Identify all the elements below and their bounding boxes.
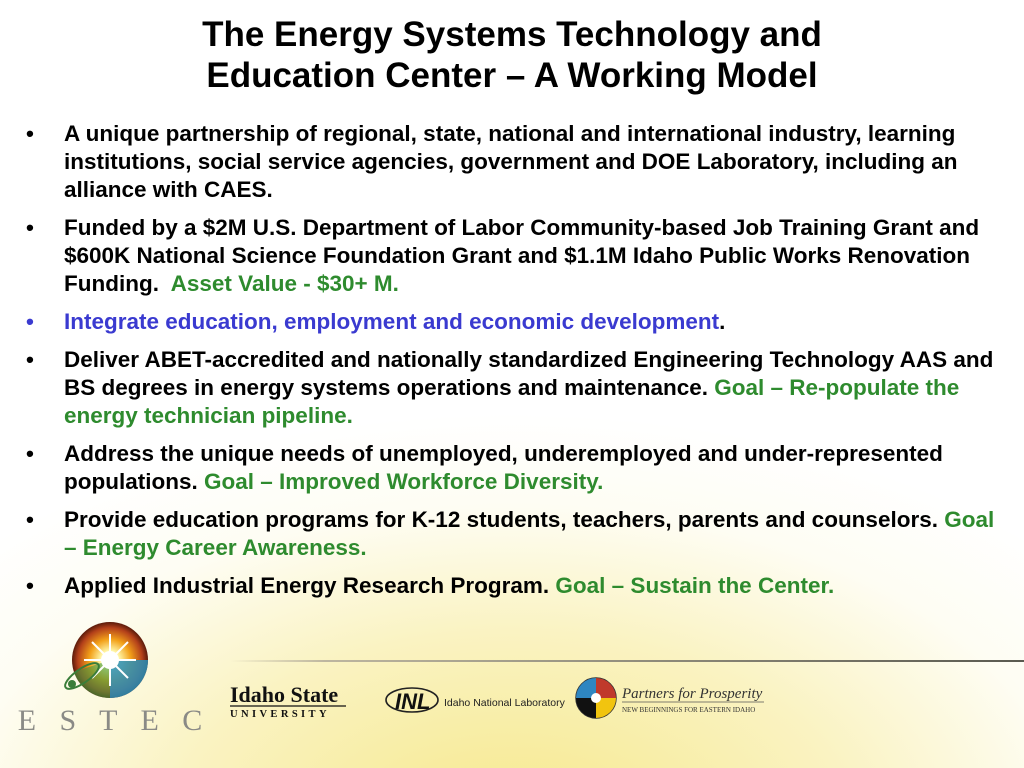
- pfp-emblem: [574, 676, 774, 722]
- isu-logo: [230, 682, 350, 727]
- bullet-goal: Goal – Re-populate the energy technician pipeline.: [64, 375, 960, 428]
- estec-logo: [17, 620, 211, 738]
- isu-line1: Idaho State: [230, 682, 339, 707]
- bullet-item-k12: [22, 506, 1012, 562]
- bullet-text: Applied Industrial Energy Research Program.: [64, 573, 550, 598]
- slide-title: [0, 14, 1024, 96]
- inl-logo: [382, 680, 565, 725]
- bullet-icon: •: [26, 215, 34, 240]
- bullet-icon: •: [26, 121, 34, 146]
- inl-mark: INL: [395, 689, 431, 714]
- isu-line2: UNIVERSITY: [230, 709, 330, 720]
- bullet-item-degrees: [22, 346, 1012, 430]
- estec-wordmark-text: E S T E C: [17, 704, 211, 737]
- bullet-goal: Goal – Energy Career Awareness.: [64, 507, 995, 560]
- bullet-text: Deliver ABET-accredited and nationally standardized Engineering Technology AAS and BS degrees in energy systems operations and maintenance.: [64, 347, 994, 400]
- bullet-text: Address the unique needs of unemployed, underemployed and under-represented populations.: [64, 441, 943, 494]
- inl-wordmark: [382, 680, 565, 720]
- pfp-line1: Partners for Prosperity: [622, 686, 763, 702]
- bullet-icon: •: [26, 507, 34, 532]
- slide-title-line1: The Energy Systems Technology and: [202, 15, 822, 54]
- bullet-icon: •: [26, 347, 34, 372]
- bullet-item-research: [22, 572, 1012, 600]
- bullet-item-integrate: [22, 308, 1012, 336]
- isu-wordmark: [230, 682, 350, 722]
- bullet-item-funding: [22, 214, 1012, 298]
- bullet-text: Integrate education, employment and economic development: [64, 309, 720, 334]
- pfp-logo: [574, 676, 774, 727]
- bullet-item-populations: [22, 440, 1012, 496]
- footer-divider: [230, 660, 1024, 662]
- bullet-icon: •: [26, 309, 34, 334]
- bullet-item-partnership: [22, 120, 1012, 204]
- bullet-suffix: .: [719, 309, 726, 334]
- estec-wordmark: [17, 700, 211, 738]
- bullet-text: Funded by a $2M U.S. Department of Labor Community-based Job Training Grant and $600K National Science Foundation Grant and $1.1M Idaho Public Works Renovation Funding.: [64, 215, 980, 296]
- bullet-list: [22, 120, 1012, 610]
- bullet-goal: Goal – Sustain the Center.: [555, 573, 835, 598]
- bullet-text: A unique partnership of regional, state, national and international industry, learning institutions, social service agencies, government and DOE Laboratory, including an alliance with CAES.: [64, 121, 958, 202]
- pfp-line2: NEW BEGINNINGS FOR EASTERN IDAHO: [622, 706, 756, 714]
- bullet-goal: Asset Value - $30+ M.: [170, 271, 399, 296]
- inl-name: Idaho National Laboratory: [444, 697, 565, 709]
- bullet-goal: Goal – Improved Workforce Diversity.: [204, 469, 604, 494]
- bullet-icon: •: [26, 573, 34, 598]
- bullet-text: Provide education programs for K-12 students, teachers, parents and counselors.: [64, 507, 938, 532]
- slide-title-line2: Education Center – A Working Model: [206, 56, 818, 95]
- bullet-icon: •: [26, 441, 34, 466]
